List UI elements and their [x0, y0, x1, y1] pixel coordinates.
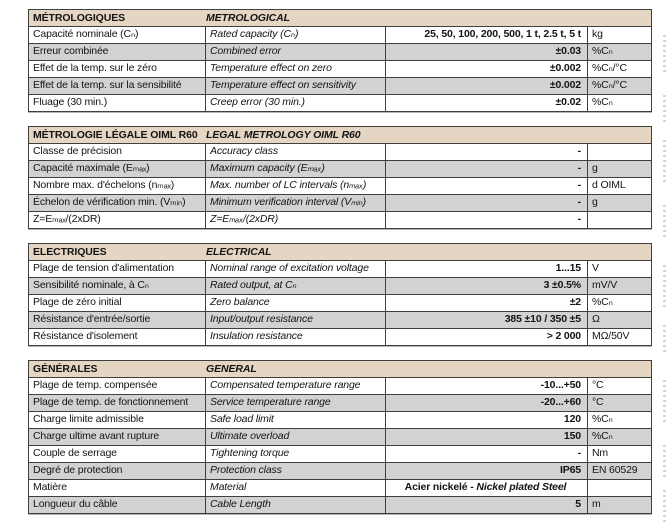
- spec-unit: %Cₙ: [592, 296, 613, 308]
- spec-unit: [588, 144, 651, 160]
- spec-value: 120: [386, 412, 588, 428]
- label-fr: Couple de serrage: [29, 446, 206, 462]
- label-en: Rated capacity (Cₙ): [206, 27, 386, 43]
- spec-row-ultimate-overload: [29, 428, 651, 445]
- label-fr: Plage de tension d'alimentation: [29, 261, 206, 277]
- spec-unit: V: [592, 262, 599, 274]
- label-en: Insulation resistance: [206, 329, 386, 345]
- spec-row-accuracy-class: [29, 143, 651, 160]
- label-en: Accuracy class: [206, 144, 386, 160]
- spec-row-rated-output: [29, 277, 651, 294]
- label-en: Compensated temperature range: [206, 378, 386, 394]
- spec-value: ±0.002: [386, 78, 588, 94]
- spec-row-io-resistance: [29, 311, 651, 328]
- spec-value: 385 ±10 / 350 ±5: [386, 312, 588, 328]
- label-en: Creep error (30 min.): [206, 95, 386, 111]
- label-en: Rated output, at Cₙ: [206, 278, 386, 294]
- spec-value: -: [386, 446, 588, 462]
- label-en: Service temperature range: [206, 395, 386, 411]
- section-title-en: GENERAL: [206, 363, 257, 375]
- label-en: Z=Eₘₐₓ/(2xDR): [206, 212, 386, 228]
- label-fr: Fluage (30 min.): [29, 95, 206, 111]
- label-fr: Matière: [29, 480, 206, 496]
- spec-row-safe-load-limit: [29, 411, 651, 428]
- spec-row-lc-intervals: [29, 177, 651, 194]
- spec-row-temp-effect-sensitivity: [29, 77, 651, 94]
- spec-unit: %Cₙ/°C: [592, 79, 627, 91]
- spec-row-excitation-voltage: [29, 260, 651, 277]
- spec-unit: Nm: [592, 447, 609, 459]
- label-fr: Capacité maximale (Eₘₐₓ): [29, 161, 206, 177]
- label-fr: Classe de précision: [29, 144, 206, 160]
- label-fr: Z=Eₘₐₓ/(2xDR): [29, 212, 206, 228]
- spec-unit: EN 60529: [592, 464, 638, 476]
- spec-row-maximum-capacity: [29, 160, 651, 177]
- section-title-en: LEGAL METROLOGY OIML R60: [206, 129, 361, 141]
- label-en: Cable Length: [206, 497, 386, 513]
- spec-value: ±0.03: [386, 44, 588, 60]
- spec-unit: %Cₙ: [592, 96, 613, 108]
- spec-value: ±0.002: [386, 61, 588, 77]
- spec-unit: [588, 212, 651, 228]
- spec-value: ±2: [386, 295, 588, 311]
- spec-unit: g: [592, 162, 598, 174]
- spec-unit: kg: [592, 28, 603, 40]
- section-general: [28, 360, 652, 514]
- spec-row-creep-error: [29, 94, 651, 111]
- spec-unit: %Cₙ: [592, 430, 613, 442]
- label-en: Tightening torque: [206, 446, 386, 462]
- specification-table: [28, 9, 652, 528]
- label-en: Temperature effect on sensitivity: [206, 78, 386, 94]
- material-value-en: Nickel plated Steel: [476, 481, 567, 493]
- label-fr: Plage de zéro initial: [29, 295, 206, 311]
- material-value-fr: Acier nickelé -: [404, 481, 474, 493]
- spec-row-insulation-resistance: [29, 328, 651, 345]
- section-electrical: [28, 243, 652, 346]
- section-title-en: METROLOGICAL: [206, 12, 290, 24]
- spec-row-material: [29, 479, 651, 496]
- spec-row-rated-capacity: [29, 26, 651, 43]
- spec-unit: MΩ/50V: [592, 330, 630, 342]
- label-en: Maximum capacity (Eₘₐₓ): [206, 161, 386, 177]
- section-title-fr: ELECTRIQUES: [33, 246, 107, 258]
- section-legal-metrology: [28, 126, 652, 229]
- section-title-fr: MÉTROLOGIQUES: [33, 12, 126, 24]
- spec-unit: g: [592, 196, 598, 208]
- spec-value: -20...+60: [386, 395, 588, 411]
- spec-row-cable-length: [29, 496, 651, 513]
- spec-row-tightening-torque: [29, 445, 651, 462]
- spec-value: -: [386, 178, 588, 194]
- label-en: Protection class: [206, 463, 386, 479]
- section-title-fr: GÉNÉRALES: [33, 363, 98, 375]
- label-fr: Plage de temp. compensée: [29, 378, 206, 394]
- section-title-en: ELECTRICAL: [206, 246, 272, 258]
- label-fr: Longueur du câble: [29, 497, 206, 513]
- label-fr: Résistance d'isolement: [29, 329, 206, 345]
- label-fr: Degré de protection: [29, 463, 206, 479]
- spec-value: 1...15: [386, 261, 588, 277]
- spec-value: -: [386, 161, 588, 177]
- label-en: Max. number of LC intervals (nₘₐₓ): [206, 178, 386, 194]
- spec-value: [386, 480, 588, 496]
- label-en: Input/output resistance: [206, 312, 386, 328]
- label-fr: Résistance d'entrée/sortie: [29, 312, 206, 328]
- spec-value: IP65: [386, 463, 588, 479]
- spec-value: -: [386, 195, 588, 211]
- spec-value: > 2 000: [386, 329, 588, 345]
- spec-unit: Ω: [592, 313, 600, 325]
- label-fr: Sensibilité nominale, à Cₙ: [29, 278, 206, 294]
- section-header-electrical: [29, 244, 651, 260]
- spec-unit: °C: [592, 379, 604, 391]
- page-edge-artifact: [661, 20, 667, 515]
- label-en: Combined error: [206, 44, 386, 60]
- spec-value: 5: [386, 497, 588, 513]
- label-en: Ultimate overload: [206, 429, 386, 445]
- section-header-metrological: [29, 10, 651, 26]
- label-fr: Plage de temp. de fonctionnement: [29, 395, 206, 411]
- spec-row-z-ratio: [29, 211, 651, 228]
- label-fr: Erreur combinée: [29, 44, 206, 60]
- label-fr: Charge ultime avant rupture: [29, 429, 206, 445]
- label-en: Nominal range of excitation voltage: [206, 261, 386, 277]
- label-fr: Effet de la temp. sur le zéro: [29, 61, 206, 77]
- spec-value: -10...+50: [386, 378, 588, 394]
- spec-row-min-verification-interval: [29, 194, 651, 211]
- spec-value: 150: [386, 429, 588, 445]
- label-fr: Charge limite admissible: [29, 412, 206, 428]
- label-fr: Échelon de vérification min. (Vₘᵢₙ): [29, 195, 206, 211]
- label-fr: Nombre max. d'échelons (nₘₐₓ): [29, 178, 206, 194]
- section-title-fr: MÉTROLOGIE LÉGALE OIML R60: [33, 129, 198, 141]
- label-fr: Effet de la temp. sur la sensibilité: [29, 78, 206, 94]
- spec-row-compensated-temp-range: [29, 377, 651, 394]
- spec-row-temp-effect-zero: [29, 60, 651, 77]
- spec-unit: d OIML: [592, 179, 626, 191]
- spec-value: 3 ±0.5%: [386, 278, 588, 294]
- spec-value: -: [386, 212, 588, 228]
- spec-value: 25, 50, 100, 200, 500, 1 t, 2.5 t, 5 t: [386, 27, 588, 43]
- spec-row-combined-error: [29, 43, 651, 60]
- label-en: Temperature effect on zero: [206, 61, 386, 77]
- section-header-legal-metrology: [29, 127, 651, 143]
- spec-row-service-temp-range: [29, 394, 651, 411]
- section-metrological: [28, 9, 652, 112]
- spec-unit: [588, 480, 651, 496]
- spec-unit: m: [592, 498, 601, 510]
- spec-value: -: [386, 144, 588, 160]
- spec-unit: %Cₙ: [592, 413, 613, 425]
- label-en: Material: [206, 480, 386, 496]
- spec-unit: mV/V: [592, 279, 618, 291]
- label-en: Zero balance: [206, 295, 386, 311]
- label-fr: Capacité nominale (Cₙ): [29, 27, 206, 43]
- label-en: Safe load limit: [206, 412, 386, 428]
- spec-value: ±0.02: [386, 95, 588, 111]
- label-en: Minimum verification interval (Vₘᵢₙ): [206, 195, 386, 211]
- spec-unit: %Cₙ/°C: [592, 62, 627, 74]
- spec-unit: °C: [592, 396, 604, 408]
- spec-unit: %Cₙ: [592, 45, 613, 57]
- spec-row-protection-class: [29, 462, 651, 479]
- spec-row-zero-balance: [29, 294, 651, 311]
- section-header-general: [29, 361, 651, 377]
